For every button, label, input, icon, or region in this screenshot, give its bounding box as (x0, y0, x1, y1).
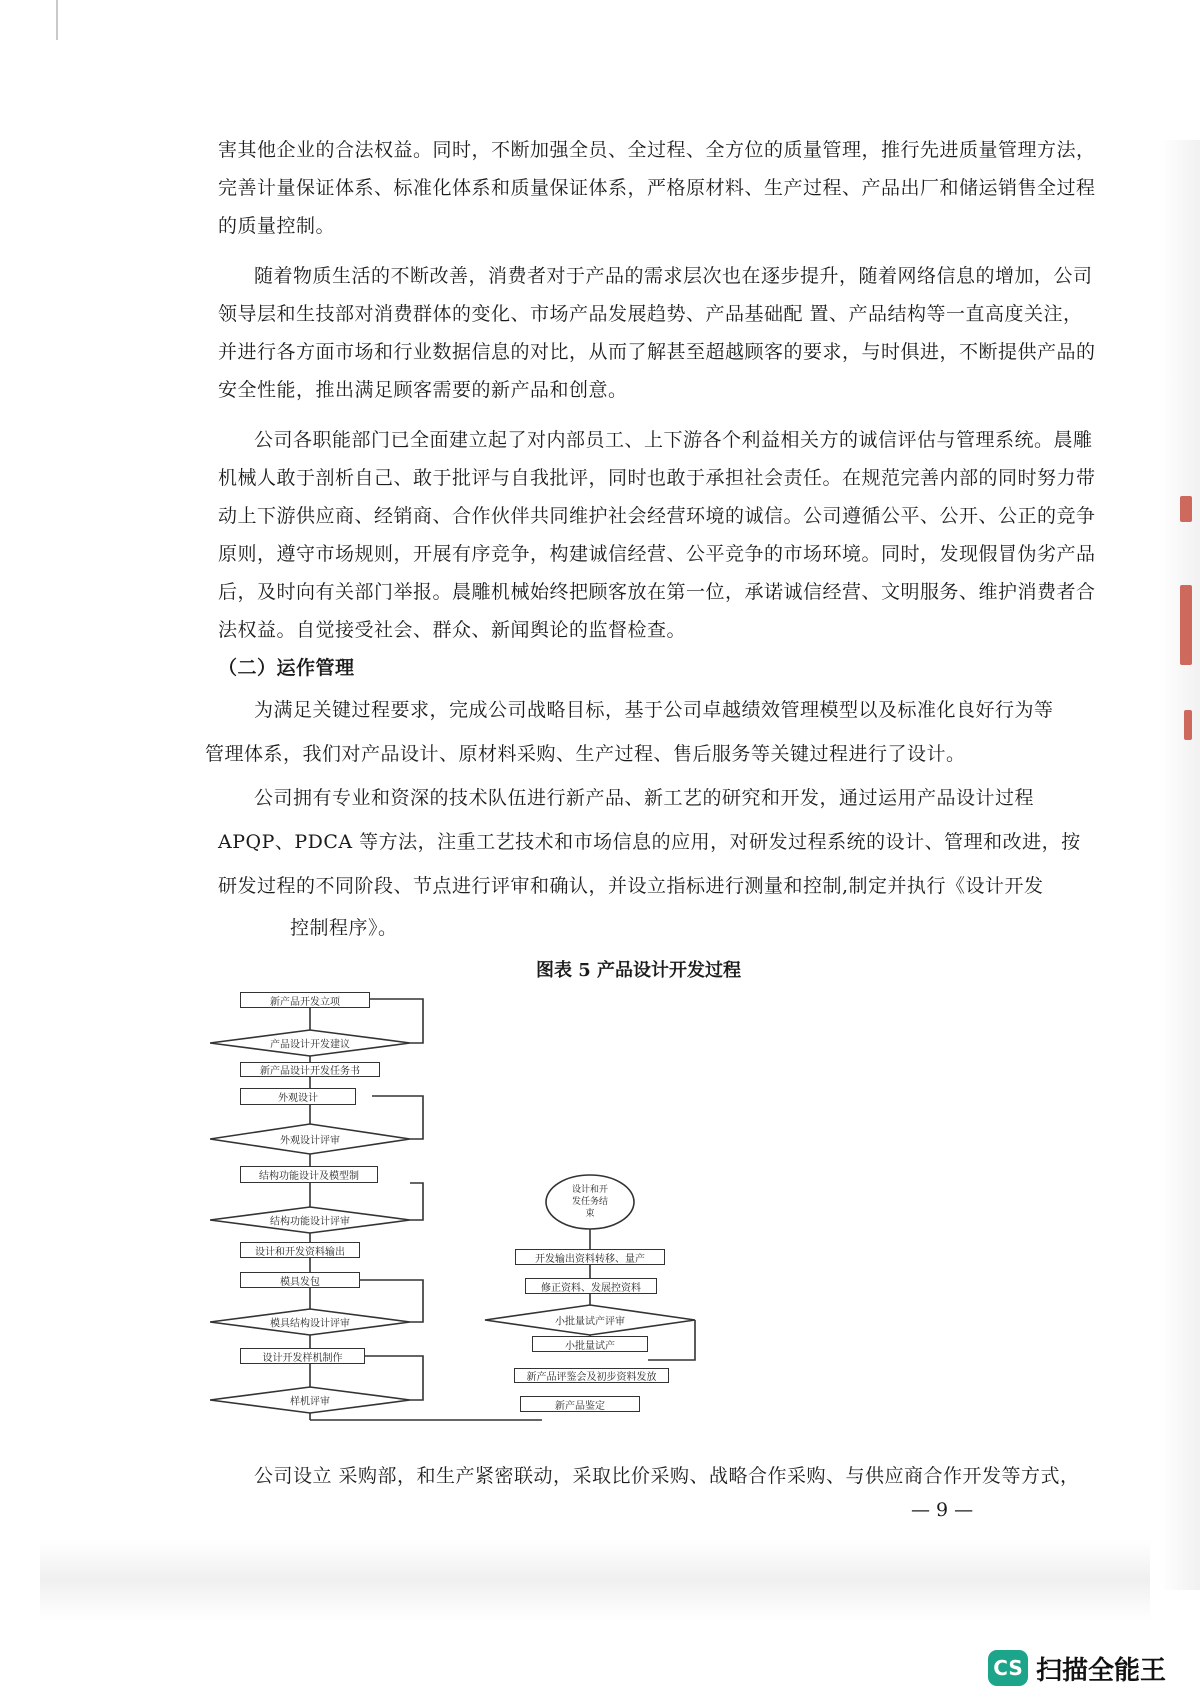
flow-step-box: 新产品开发立项 (240, 992, 370, 1008)
flow-step-box: 设计开发样机制作 (240, 1348, 365, 1364)
section-heading: （二）运作管理 (218, 657, 355, 679)
flow-decision-label: 样机评审 (290, 1396, 330, 1408)
paragraph-3-line: 机械人敢于剖析自己、敢于批评与自我批评，同时也敢于承担社会责任。在规范完善内部的同时努力带 (218, 467, 1096, 489)
paragraph-1-line: 害其他企业的合法权益。同时，不断加强全员、全过程、全方位的质量管理，推行先进质量管理方法， (218, 139, 1096, 161)
scan-edge-line (56, 0, 58, 40)
paragraph-3-line: 法权益。自觉接受社会、群众、新闻舆论的监督检查。 (218, 619, 687, 641)
paragraph-5-line: 控制程序》。 (290, 917, 398, 939)
paragraph-3-line: 动上下游供应商、经销商、合作伙伴共同维护社会经营环境的诚信。公司遵循公平、公开、公正的竞争 (218, 505, 1096, 527)
flow-step-box: 修正资料、发展控资料 (525, 1278, 657, 1294)
paragraph-6-line: 公司设立 采购部，和生产紧密联动，采取比价采购、战略合作采购、与供应商合作开发等方式， (254, 1465, 1080, 1487)
flow-decision-label: 模具结构设计评审 (270, 1318, 350, 1330)
flow-step-box: 结构功能设计及模型制 (240, 1166, 378, 1183)
end-label-line: 束 (585, 1209, 595, 1219)
flow-decision-label: 外观设计评审 (280, 1135, 340, 1147)
product-development-flowchart (210, 990, 710, 1450)
stamp-edge-fragment (1180, 496, 1192, 522)
flow-step-box: 新产品评鉴会及初步资料发放 (514, 1368, 669, 1383)
flow-decision-label: 结构功能设计评审 (270, 1216, 350, 1228)
paragraph-4-line: 为满足关键过程要求，完成公司战略目标，基于公司卓越绩效管理模型以及标准化良好行为等 (254, 699, 1054, 721)
flow-decision-label: 小批量试产评审 (555, 1316, 625, 1328)
flow-step-box: 外观设计 (240, 1088, 356, 1105)
flow-step-box: 模具发包 (240, 1272, 360, 1288)
paragraph-2-line: 安全性能，推出满足顾客需要的新产品和创意。 (218, 379, 628, 401)
flow-decision-label: 产品设计开发建议 (270, 1039, 350, 1051)
paragraph-3-line: 后，及时向有关部门举报。晨雕机械始终把顾客放在第一位，承诺诚信经营、文明服务、维护消费者合 (218, 581, 1096, 603)
paragraph-5-line: 研发过程的不同阶段、节点进行评审和确认，并设立指标进行测量和控制,制定并执行《设计开发 (218, 875, 1044, 897)
camscanner-watermark (988, 1648, 1166, 1688)
flow-step-box: 小批量试产 (532, 1336, 648, 1352)
flow-step-box: 开发输出资料转移、量产 (515, 1249, 665, 1265)
figure-caption: 图表 5 产品设计开发过程 (536, 960, 742, 981)
paragraph-4-line: 管理体系，我们对产品设计、原材料采购、生产过程、售后服务等关键过程进行了设计。 (205, 743, 966, 765)
stamp-edge-fragment (1184, 710, 1192, 740)
camscanner-logo-icon: CS (988, 1650, 1028, 1686)
flow-end-label (556, 1184, 624, 1220)
end-label-line: 发任务结 (571, 1197, 608, 1207)
stamp-edge-fragment (1180, 585, 1192, 665)
paragraph-3-line: 公司各职能部门已全面建立起了对内部员工、上下游各个利益相关方的诚信评估与管理系统。晨雕 (254, 429, 1093, 451)
page-number: — 9 — (911, 1499, 974, 1521)
paragraph-5-line: APQP、PDCA 等方法，注重工艺技术和市场信息的应用，对研发过程系统的设计、管理和改进，按 (218, 831, 1081, 853)
paragraph-5-line: 公司拥有专业和资深的技术队伍进行新产品、新工艺的研究和开发，通过运用产品设计过程 (254, 787, 1035, 809)
paragraph-2-line: 随着物质生活的不断改善，消费者对于产品的需求层次也在逐步提升，随着网络信息的增加，公司 (254, 265, 1093, 287)
paragraph-2-line: 并进行各方面市场和行业数据信息的对比，从而了解甚至超越顾客的要求，与时俱进，不断提供产品的 (218, 341, 1096, 363)
paragraph-2-line: 领导层和生技部对消费群体的变化、市场产品发展趋势、产品基础配 置、产品结构等一直高度关注， (218, 303, 1083, 325)
end-label-line: 设计和开 (571, 1185, 608, 1195)
paragraph-1-line: 的质量控制。 (218, 215, 336, 237)
camscanner-app-name: 扫描全能王 (1036, 1655, 1167, 1686)
scan-bottom-shadow (40, 1540, 1150, 1620)
scan-edge-shadow (1160, 140, 1200, 1590)
flow-step-box: 新产品鉴定 (520, 1396, 640, 1412)
paragraph-1-line: 完善计量保证体系、标准化体系和质量保证体系，严格原材料、生产过程、产品出厂和储运销售全过程 (218, 177, 1096, 199)
flow-step-box: 设计和开发资料输出 (240, 1242, 360, 1258)
paragraph-3-line: 原则，遵守市场规则，开展有序竞争，构建诚信经营、公平竞争的市场环境。同时，发现假冒伪劣产品 (218, 543, 1096, 565)
flow-step-box: 新产品设计开发任务书 (240, 1062, 380, 1077)
